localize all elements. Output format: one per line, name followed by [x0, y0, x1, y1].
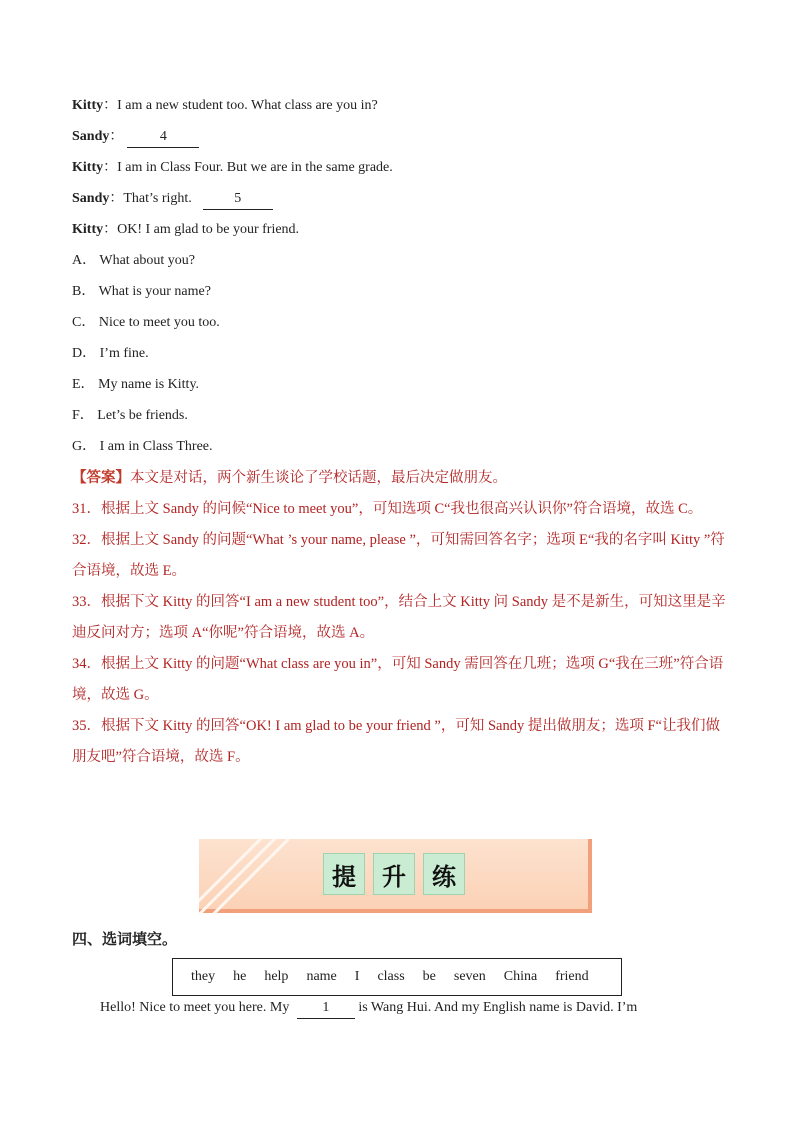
banner-decoration	[199, 839, 289, 913]
option-text: Let’s be friends.	[97, 408, 188, 423]
option-label: F．	[72, 408, 94, 423]
word-bank-item: help	[264, 969, 289, 984]
dialogue-line-1	[72, 96, 378, 116]
dialogue-line-4	[72, 189, 273, 210]
option-label: E．	[72, 377, 95, 392]
option-g	[72, 437, 213, 457]
section-title: 四、选词填空。	[72, 930, 178, 948]
option-b	[72, 282, 211, 302]
option-label: B．	[72, 284, 96, 299]
answer-bracket: 【答案】	[72, 470, 130, 486]
dialogue-text: OK! I am glad to be your friend.	[117, 222, 300, 237]
blank-5: 5	[203, 189, 273, 210]
word-bank-item: China	[503, 969, 538, 984]
dialogue-line-3	[72, 158, 393, 178]
dialogue-text: I am in Class Four. But we are in the same grade.	[117, 160, 393, 175]
option-text: What about you?	[99, 253, 196, 268]
speaker: Sandy	[72, 191, 110, 206]
option-a	[72, 251, 195, 271]
banner-char: 升	[373, 853, 415, 895]
passage-line	[100, 998, 637, 1019]
option-text: I’m fine.	[99, 346, 149, 361]
option-text: What is your name?	[98, 284, 211, 299]
answer-summary-text: 本文是对话，两个新生谈论了学校话题，最后决定做朋友。	[130, 470, 507, 486]
option-label: A．	[72, 253, 97, 268]
dialogue-text: I am a new student too. What class are you in?	[117, 98, 378, 113]
word-bank-item: be	[422, 969, 436, 984]
passage-text: Hello! Nice to meet you here. My	[100, 1000, 290, 1015]
word-bank-item: class	[377, 969, 405, 984]
answer-summary	[72, 463, 732, 494]
option-label: C．	[72, 315, 96, 330]
word-bank	[172, 958, 622, 996]
dialogue-line-5	[72, 220, 299, 240]
blank-4: 4	[127, 127, 199, 148]
colon: ：	[103, 222, 118, 237]
blank-1: 1	[297, 998, 355, 1019]
option-e	[72, 375, 199, 395]
explanation-32: 32．根据上文 Sandy 的问题“What ’s your name, please ”，可知需回答名字；选项 E“我的名字叫 Kitty ”符合语境，故选 E。	[72, 532, 725, 579]
option-d	[72, 344, 149, 364]
word-bank-item: seven	[453, 969, 486, 984]
option-c	[72, 313, 220, 333]
explanation-33: 33．根据下文 Kitty 的回答“I am a new student too”，结合上文 Kitty 问 Sandy 是不是新生，可知这里是辛迪反问对方；选项 A“你呢”符合语境，故选 A。	[72, 594, 726, 641]
colon: ：	[109, 129, 124, 144]
word-bank-item: name	[306, 969, 337, 984]
banner-title	[323, 853, 465, 895]
dialogue-line-2	[72, 127, 199, 148]
option-text: I am in Class Three.	[99, 439, 213, 454]
word-bank-item: I	[354, 969, 360, 984]
word-bank-item: he	[233, 969, 247, 984]
option-label: D．	[72, 346, 97, 361]
explanation-34: 34．根据上文 Kitty 的问题“What class are you in”，可知 Sandy 需回答在几班；选项 G“我在三班”符合语境，故选 G。	[72, 656, 724, 703]
speaker: Kitty	[72, 222, 104, 237]
speaker: Kitty	[72, 98, 104, 113]
colon: ：	[109, 191, 124, 206]
colon: ：	[103, 160, 118, 175]
option-label: G．	[72, 439, 97, 454]
option-text: Nice to meet you too.	[98, 315, 220, 330]
practice-banner	[199, 839, 592, 913]
speaker: Sandy	[72, 129, 110, 144]
explanation-31: 31．根据上文 Sandy 的问候“Nice to meet you”，可知选项 C“我也很高兴认识你”符合语境，故选 C。	[72, 501, 703, 517]
word-bank-item: they	[191, 969, 216, 984]
word-bank-item: friend	[555, 969, 589, 984]
banner-char: 练	[423, 853, 465, 895]
answer-section	[72, 463, 732, 773]
colon: ：	[103, 98, 118, 113]
option-text: My name is Kitty.	[98, 377, 200, 392]
explanation-35: 35．根据下文 Kitty 的回答“OK! I am glad to be your friend ”，可知 Sandy 提出做朋友；选项 F“让我们做朋友吧”符合语境，故选 F。	[72, 718, 720, 765]
speaker: Kitty	[72, 160, 104, 175]
option-f	[72, 406, 188, 426]
dialogue-text: That’s right.	[123, 191, 192, 206]
passage-text: is Wang Hui. And my English name is David. I’m	[358, 1000, 638, 1015]
banner-char: 提	[323, 853, 365, 895]
